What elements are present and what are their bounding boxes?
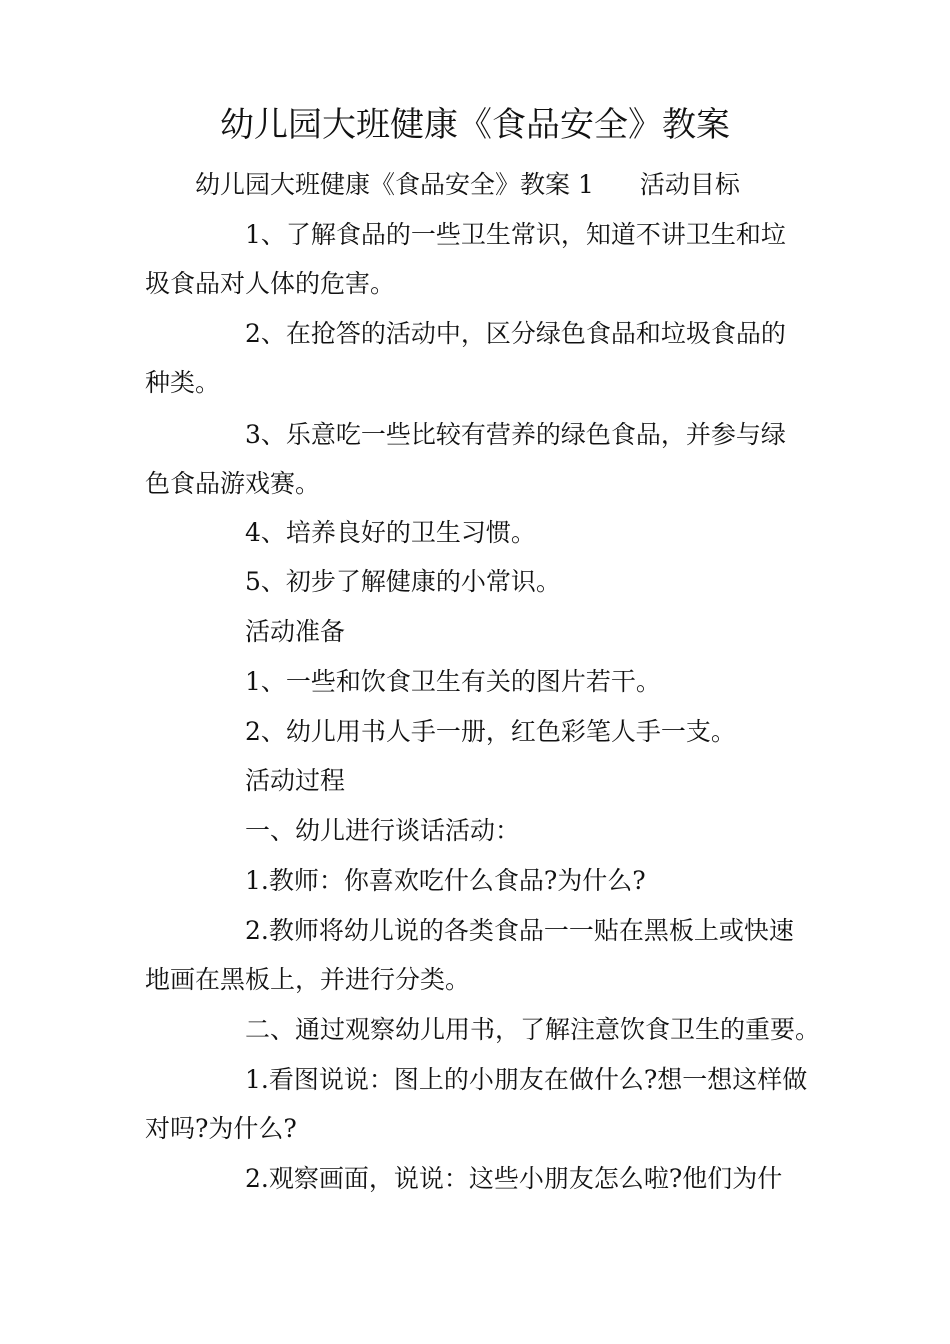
section-heading-goals: 活动目标 <box>639 170 740 199</box>
document-subtitle: 幼儿园大班健康《食品安全》教案 1 <box>195 170 594 199</box>
paragraph: 一、幼儿进行谈话活动： <box>245 816 521 845</box>
paragraph: 3、乐意吃一些比较有营养的绿色食品，并参与绿色食品游戏赛。 <box>145 420 786 498</box>
paragraph: 1.看图说说：图上的小朋友在做什么?想一想这样做对吗?为什么? <box>145 1065 808 1143</box>
paragraph: 2、在抢答的活动中，区分绿色食品和垃圾食品的种类。 <box>145 319 786 397</box>
section-heading-preparation: 活动准备 <box>245 617 346 646</box>
document-title: 幼儿园大班健康《食品安全》教案 <box>220 105 730 145</box>
paragraph: 1、一些和饮食卫生有关的图片若干。 <box>245 667 661 696</box>
paragraph: 5、初步了解健康的小常识。 <box>245 567 561 596</box>
section-heading-process: 活动过程 <box>245 766 346 795</box>
paragraph: 1.教师：你喜欢吃什么食品?为什么? <box>245 866 646 895</box>
paragraph: 2.观察画面，说说：这些小朋友怎么啦?他们为什 <box>245 1164 783 1193</box>
paragraph: 4、培养良好的卫生习惯。 <box>245 518 536 547</box>
paragraph: 2.教师将幼儿说的各类食品一一贴在黑板上或快速地画在黑板上，并进行分类。 <box>145 916 794 994</box>
paragraph: 2、幼儿用书人手一册，红色彩笔人手一支。 <box>245 717 736 746</box>
paragraph: 1、了解食品的一些卫生常识，知道不讲卫生和垃圾食品对人体的危害。 <box>145 220 786 298</box>
paragraph: 二、通过观察幼儿用书，了解注意饮食卫生的重要。 <box>245 1015 821 1044</box>
document-subtitle-line <box>195 160 815 209</box>
